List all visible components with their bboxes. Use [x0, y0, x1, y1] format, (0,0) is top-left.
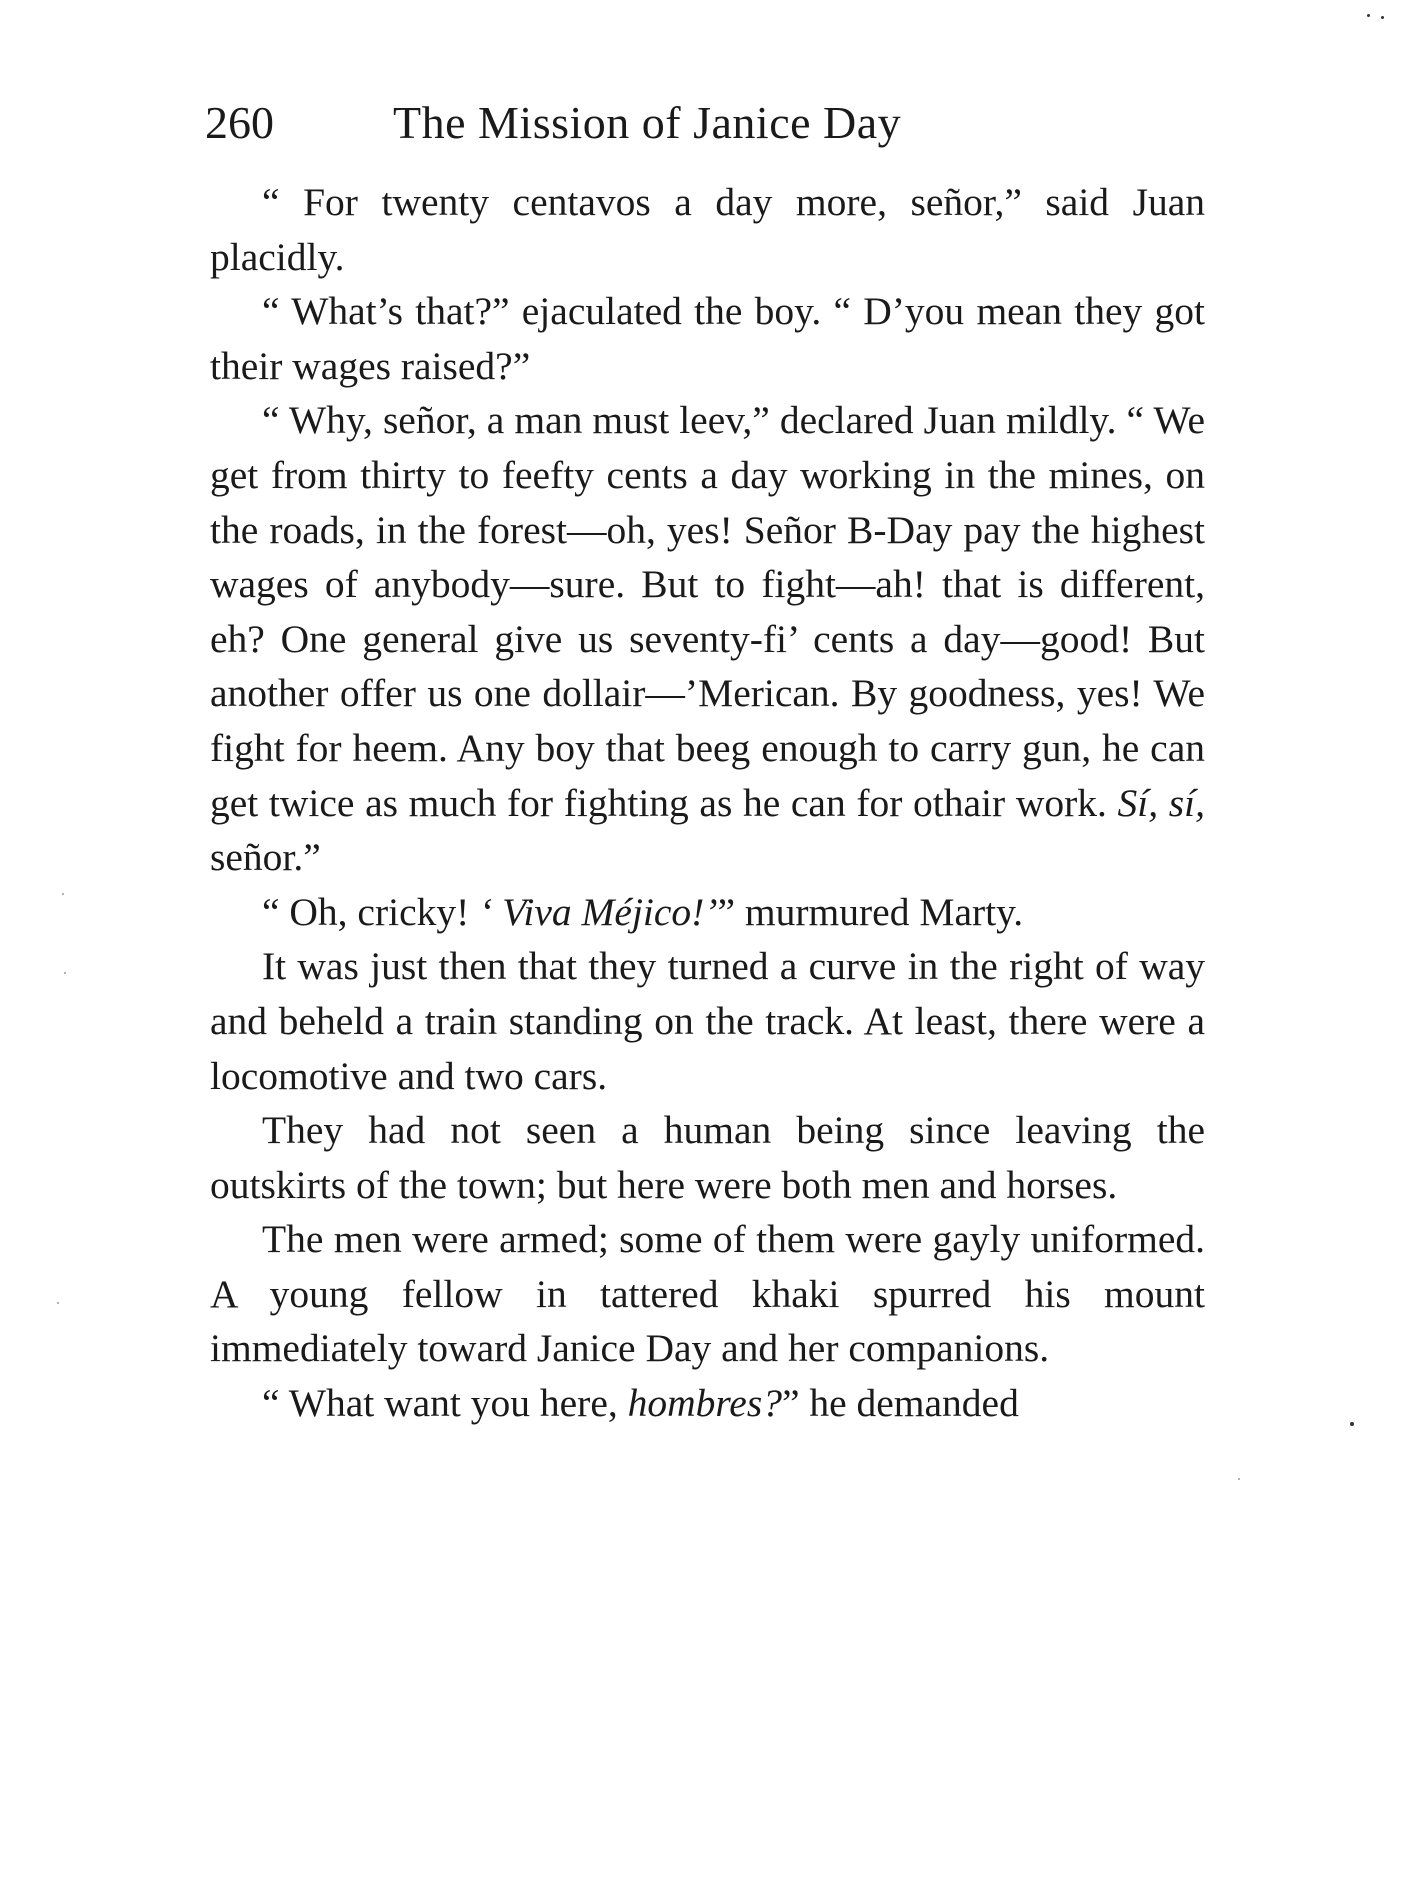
italic-text: ‘ Viva Méjico!’	[479, 889, 718, 934]
paragraph-train-on-track	[210, 939, 1205, 1103]
scan-speck	[64, 972, 66, 974]
text-segment: ” murmured Marty.	[717, 889, 1024, 934]
text-segment: “ For twenty centavos a day more, señor,” said Juan placidly.	[210, 180, 1205, 279]
italic-text: Sí, sí,	[1117, 780, 1205, 825]
paragraph-what-want-you	[210, 1376, 1205, 1431]
text-segment: señor.”	[210, 835, 321, 880]
body-text	[210, 175, 1205, 1431]
text-segment: “ What’s that?” ejaculated the boy. “ D’you mean they got their wages raised?”	[210, 289, 1205, 388]
paragraph-wages-raised	[210, 284, 1205, 393]
text-segment: The men were armed; some of them were gayly uniformed. A young fellow in tattered khaki spurred his mount immediately toward Janice Day and her companions.	[210, 1217, 1205, 1371]
scan-speck	[62, 893, 64, 895]
scan-speck	[1350, 1422, 1354, 1426]
running-title: The Mission of Janice Day	[393, 97, 902, 148]
page-number: 260	[205, 97, 274, 148]
text-segment: ” he demanded	[781, 1381, 1019, 1426]
paragraph-juan-mildly	[210, 393, 1205, 884]
italic-text: hombres?	[627, 1381, 782, 1426]
scan-speck	[1381, 16, 1384, 19]
text-segment: “ Why, señor, a man must leev,” declared Juan mildly. “ We get from thirty to feefty cents a day working in the mines, on the roads, in the forest—oh, yes! Señor B-Day pay the highest wages of anybody—sure. But to fight—ah! that is different, eh? One general give us seventy-fi’ cents a day—good! But another offer us one dollair—’Merican. By goodness, yes! We fight for heem. Any boy that beeg enough to carry gun, he can get twice as much for fighting as he can for othair work.	[210, 398, 1205, 825]
scan-speck	[1238, 1478, 1240, 1480]
paragraph-men-and-horses	[210, 1103, 1205, 1212]
paragraph-juan-placidly	[210, 175, 1205, 284]
scan-speck	[57, 1302, 59, 1304]
text-segment: It was just then that they turned a curve in the right of way and beheld a train standing on the track. At least, there were a locomotive and two cars.	[210, 944, 1205, 1098]
paragraph-armed-men	[210, 1212, 1205, 1376]
text-segment: “ Oh, cricky!	[262, 889, 480, 934]
text-segment: They had not seen a human being since leaving the outskirts of the town; but here were both men and horses.	[210, 1108, 1205, 1207]
text-segment: “ What want you here,	[262, 1381, 628, 1426]
page-header	[205, 88, 1025, 158]
paragraph-viva-mejico	[210, 885, 1205, 940]
scan-speck	[1367, 14, 1370, 17]
